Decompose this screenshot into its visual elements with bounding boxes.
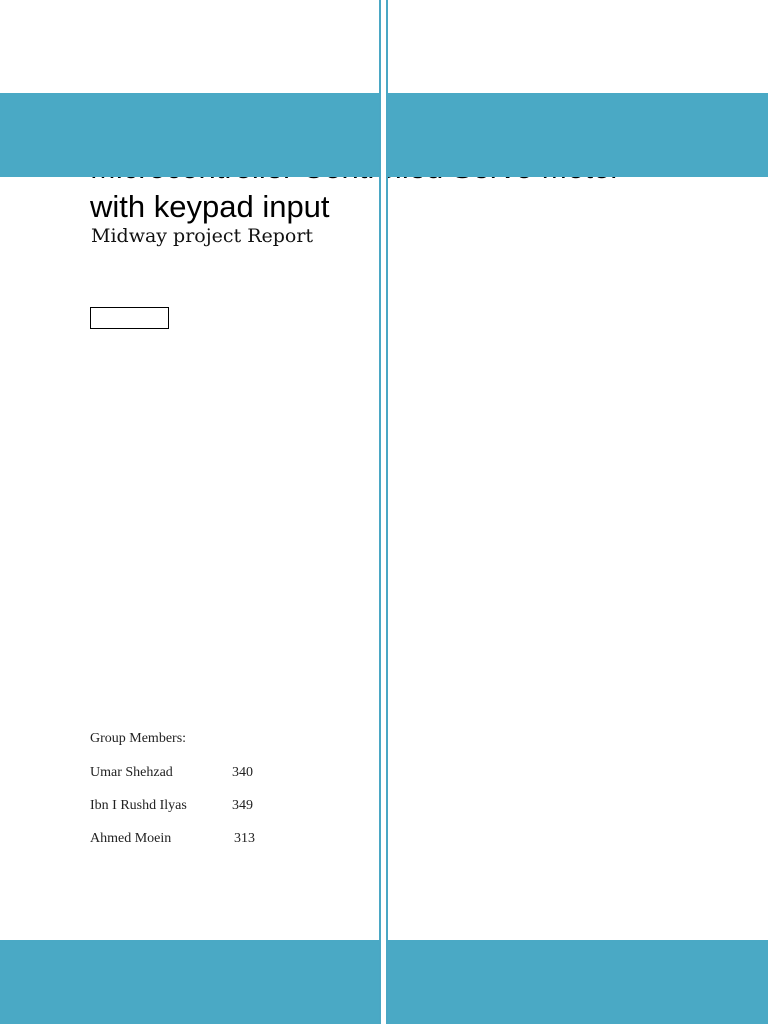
group-members-label: Group Members: bbox=[90, 731, 187, 746]
page-divider-right bbox=[386, 0, 388, 1024]
member-row bbox=[90, 831, 255, 847]
title-line-2: with keypad input bbox=[90, 189, 330, 224]
document-subtitle: Midway project Report bbox=[91, 225, 314, 247]
member-roll: 349 bbox=[232, 798, 253, 813]
member-roll: 313 bbox=[234, 831, 255, 846]
member-row bbox=[90, 798, 253, 814]
member-name: Umar Shehzad bbox=[90, 765, 173, 780]
member-roll: 340 bbox=[232, 765, 253, 780]
page-divider-left bbox=[379, 0, 381, 1024]
member-name: Ahmed Moein bbox=[90, 831, 172, 846]
date-field[interactable] bbox=[90, 307, 169, 329]
member-name: Ibn I Rushd Ilyas bbox=[90, 798, 187, 813]
member-row bbox=[90, 765, 253, 781]
